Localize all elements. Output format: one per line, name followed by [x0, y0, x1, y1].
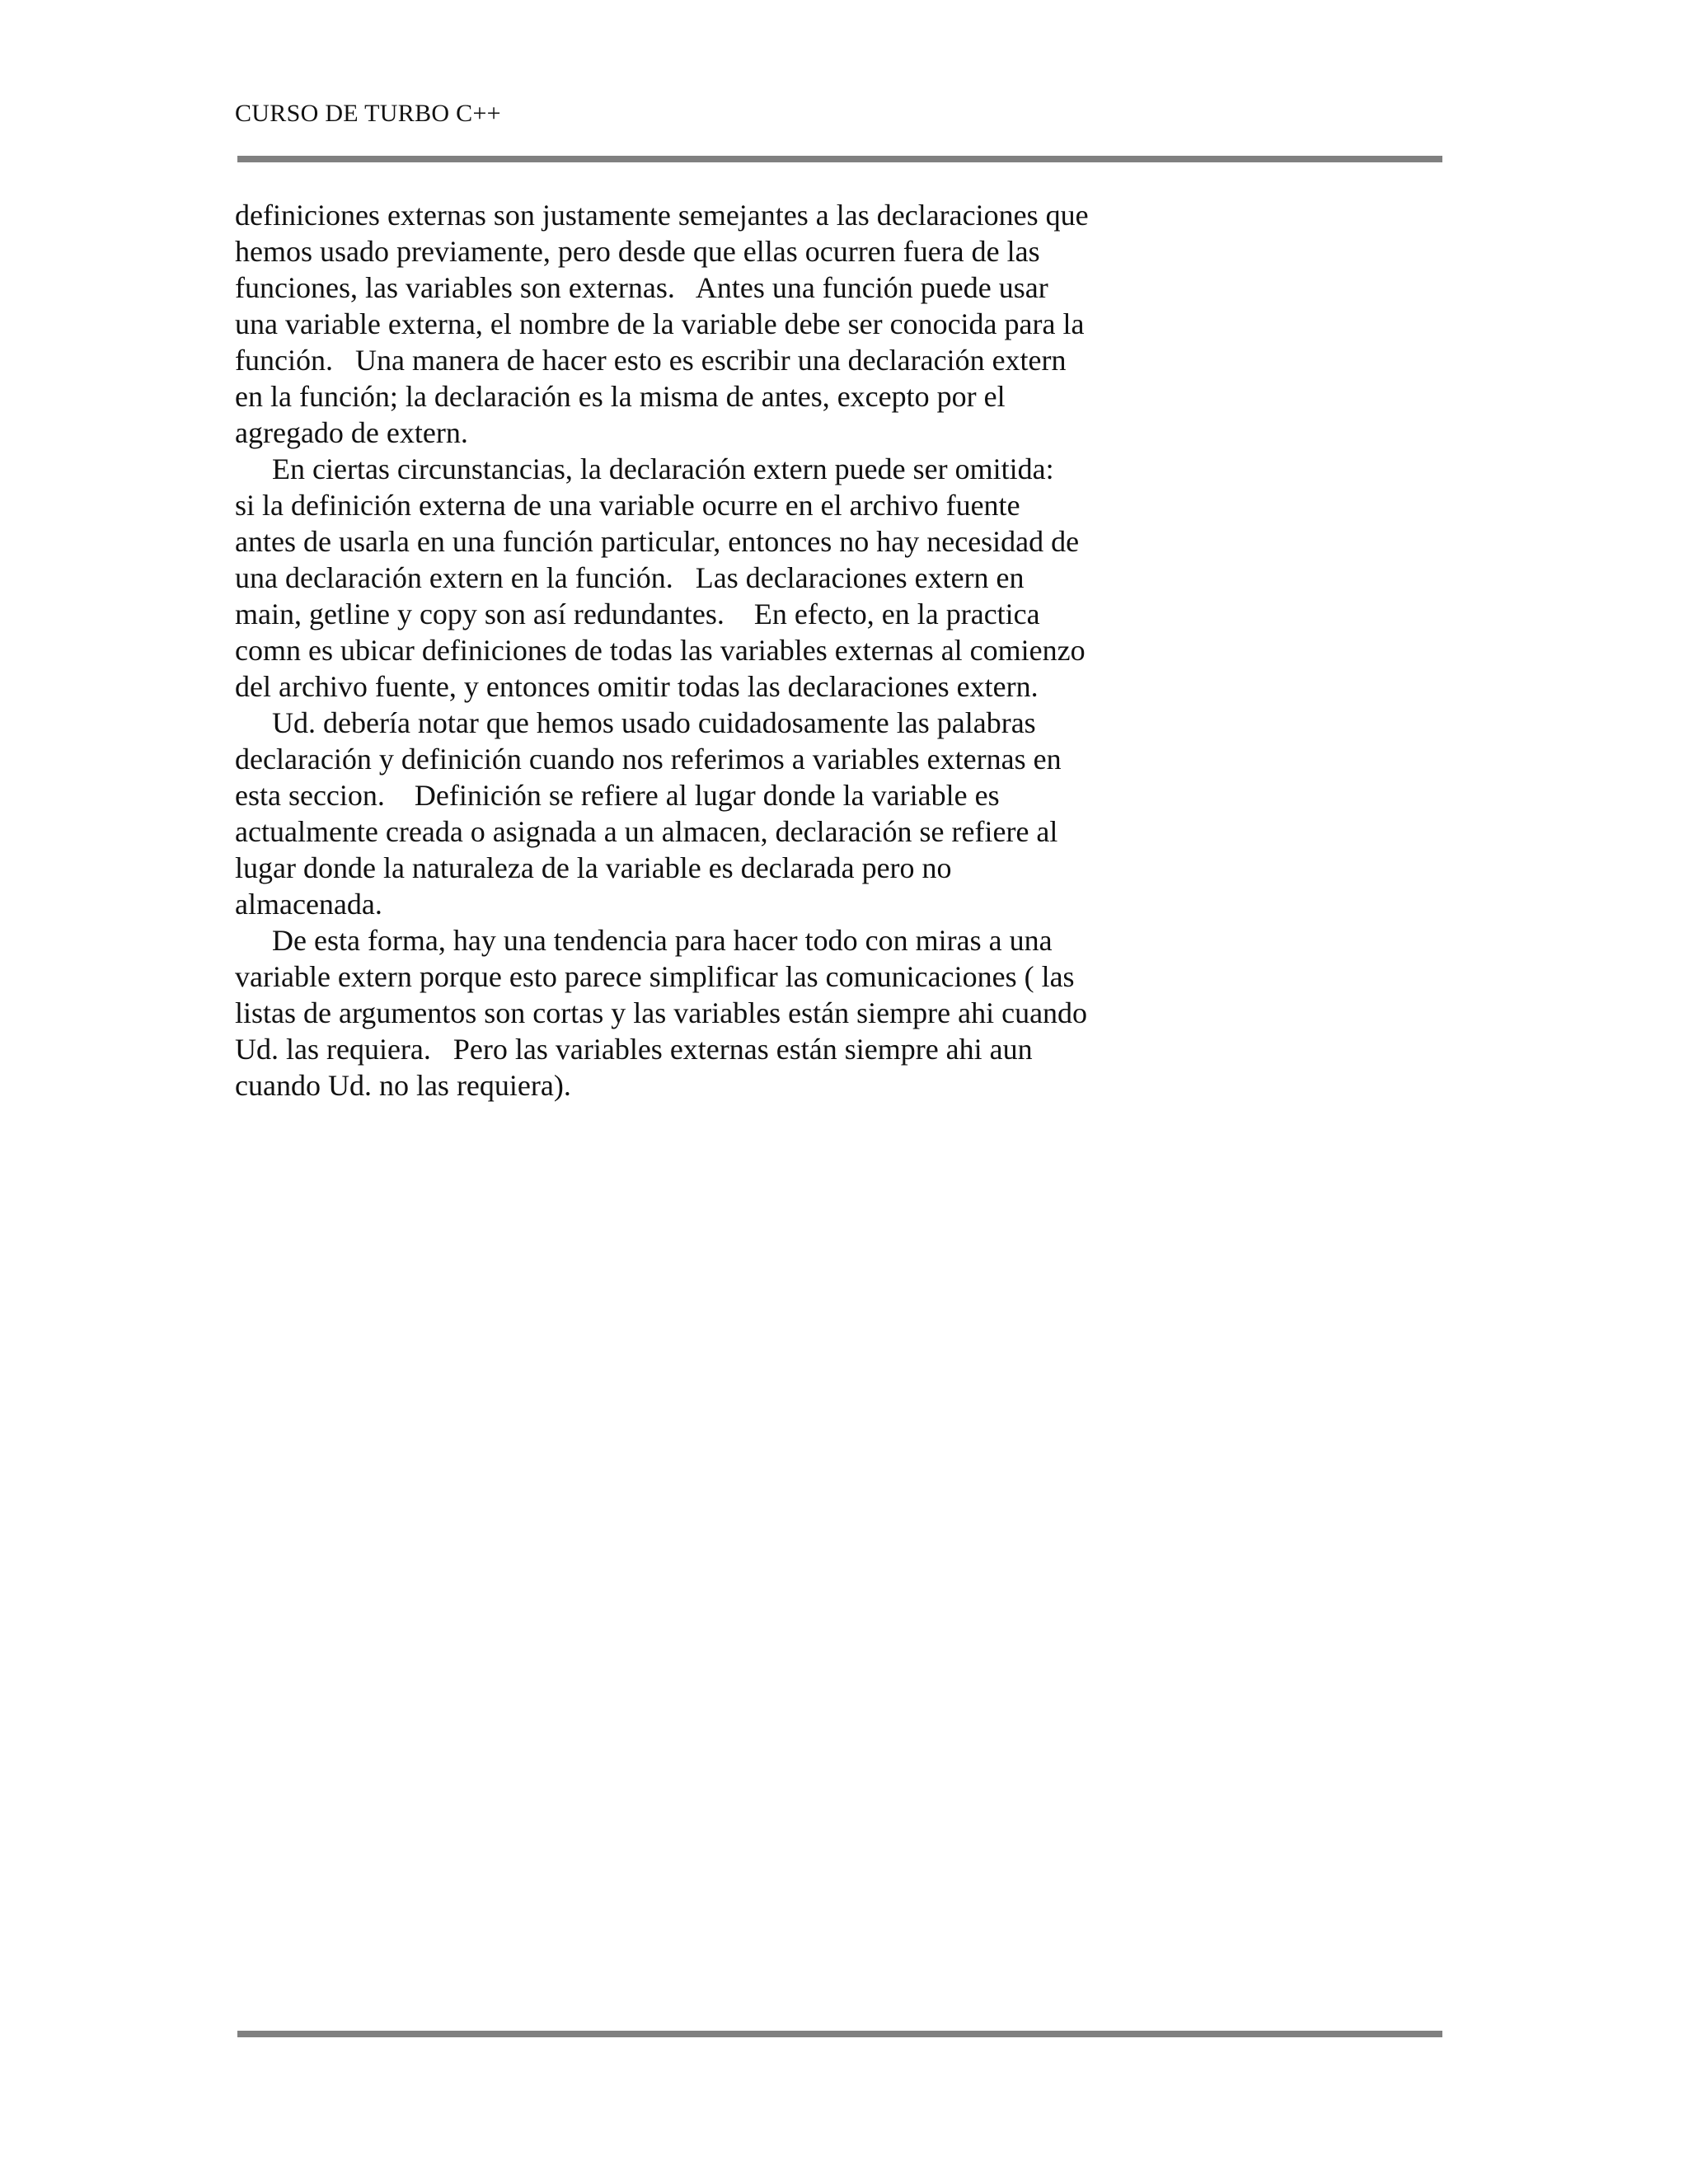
- text-line: una variable externa, el nombre de la variable debe ser conocida para la: [235, 307, 1085, 340]
- footer-divider: [237, 2031, 1442, 2037]
- text-line: main, getline y copy son así redundantes. En efecto, en la practica: [235, 598, 1040, 630]
- text-line: listas de argumentos son cortas y las variables están siempre ahi cuando: [235, 996, 1088, 1029]
- text-line: una declaración extern en la función. Las declaraciones extern en: [235, 561, 1025, 594]
- text-line: variable extern porque esto parece simplificar las comunicaciones ( las: [235, 960, 1075, 993]
- text-line: comn es ubicar definiciones de todas las variables externas al comienzo: [235, 634, 1085, 667]
- text-line: hemos usado previamente, pero desde que ellas ocurren fuera de las: [235, 235, 1040, 268]
- header-divider: [237, 156, 1442, 162]
- text-line: almacenada.: [235, 888, 382, 921]
- text-line: De esta forma, hay una tendencia para hacer todo con miras a una: [235, 924, 1053, 957]
- text-line: en la función; la declaración es la misma de antes, excepto por el: [235, 380, 1006, 413]
- text-line: cuando Ud. no las requiera).: [235, 1069, 571, 1102]
- text-line: Ud. las requiera. Pero las variables externas están siempre ahi aun: [235, 1033, 1033, 1066]
- text-line: lugar donde la naturaleza de la variable es declarada pero no: [235, 851, 952, 884]
- text-line: declaración y definición cuando nos referimos a variables externas en: [235, 743, 1062, 776]
- text-line: funciones, las variables son externas. Antes una función puede usar: [235, 271, 1048, 304]
- text-line: antes de usarla en una función particular, entonces no hay necesidad de: [235, 525, 1080, 558]
- text-line: Ud. debería notar que hemos usado cuidadosamente las palabras: [235, 706, 1036, 739]
- text-line: función. Una manera de hacer esto es escribir una declaración extern: [235, 344, 1067, 377]
- page-header-title: CURSO DE TURBO C++: [235, 100, 501, 127]
- text-line: si la definición externa de una variable ocurre en el archivo fuente: [235, 489, 1020, 522]
- text-line: actualmente creada o asignada a un almacen, declaración se refiere al: [235, 815, 1058, 848]
- text-line: esta seccion. Definición se refiere al lugar donde la variable es: [235, 779, 1000, 812]
- text-line: agregado de extern.: [235, 416, 468, 449]
- body-text: [235, 197, 1191, 1104]
- text-line: del archivo fuente, y entonces omitir todas las declaraciones extern.: [235, 670, 1039, 703]
- text-line: En ciertas circunstancias, la declaración extern puede ser omitida:: [235, 452, 1054, 485]
- text-line: definiciones externas son justamente semejantes a las declaraciones que: [235, 199, 1089, 232]
